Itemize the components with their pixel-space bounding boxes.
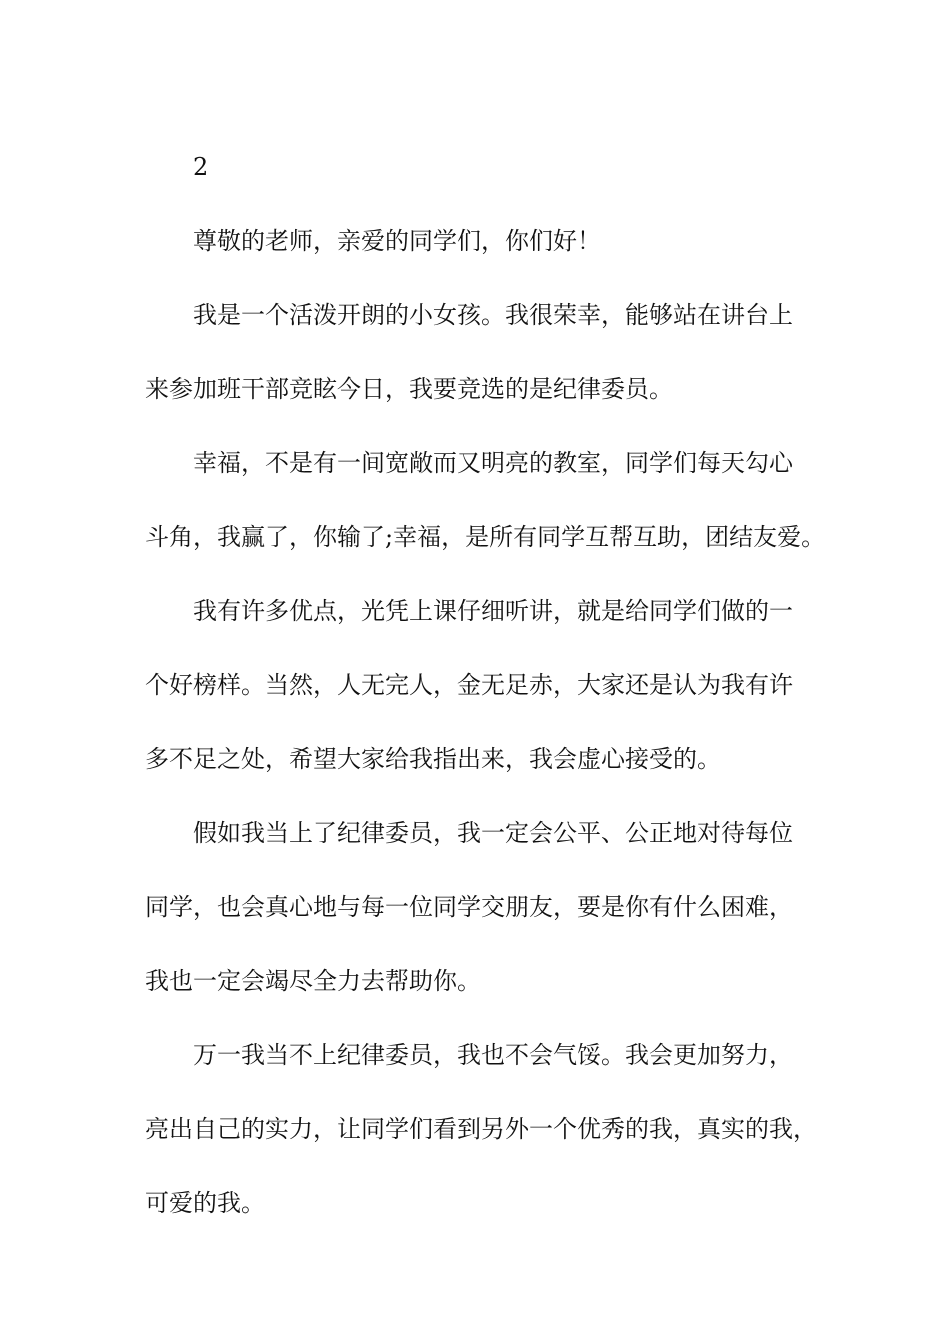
paragraph-5-line-3: 可爱的我。: [145, 1189, 265, 1217]
paragraph-3-line-3: 多不足之处，希望大家给我指出来，我会虚心接受的。: [145, 745, 721, 773]
paragraph-4-line-1: 假如我当上了纪律委员，我一定会公平、公正地对待每位: [193, 819, 793, 847]
section-number: 2: [193, 153, 209, 181]
paragraph-1-line-1: 我是一个活泼开朗的小女孩。我很荣幸，能够站在讲台上: [193, 301, 793, 329]
paragraph-2-line-1: 幸福，不是有一间宽敞而又明亮的教室，同学们每天勾心: [193, 449, 793, 477]
paragraph-5-line-1: 万一我当不上纪律委员，我也不会气馁。我会更加努力，: [193, 1041, 793, 1069]
document-body: [145, 130, 825, 1240]
paragraph-3-line-2: 个好榜样。当然，人无完人，金无足赤，大家还是认为我有许: [145, 671, 793, 699]
paragraph-2-line-2: 斗角，我赢了，你输了;幸福，是所有同学互帮互助，团结友爱。: [145, 523, 826, 551]
paragraph-1-line-2: 来参加班干部竞眩今日，我要竞选的是纪律委员。: [145, 375, 673, 403]
paragraph-4-line-3: 我也一定会竭尽全力去帮助你。: [145, 967, 481, 995]
paragraph-3-line-1: 我有许多优点，光凭上课仔细听讲，就是给同学们做的一: [193, 597, 793, 625]
paragraph-5-line-2: 亮出自己的实力，让同学们看到另外一个优秀的我，真实的我，: [145, 1115, 817, 1143]
greeting-line: 尊敬的老师，亲爱的同学们，你们好！: [193, 227, 601, 255]
paragraph-4-line-2: 同学，也会真心地与每一位同学交朋友，要是你有什么困难，: [145, 893, 793, 921]
